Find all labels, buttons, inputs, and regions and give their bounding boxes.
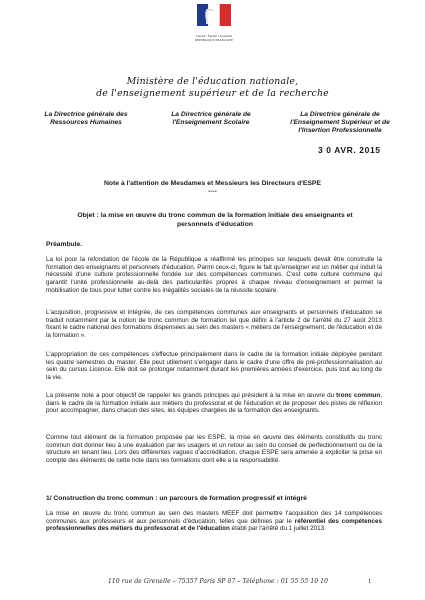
logo-caption bbox=[186, 35, 242, 42]
section-1-bold: référentiel des compétences professionnelles des métiers du professorat et de l'éducation bbox=[46, 517, 383, 533]
paragraph-1: La loi pour la refondation de l'école de la République a réaffirmé les principes sur lesquels devait être construite la formation des enseignants et personnels d'éducation. Parmi ceux-ci, figure le fait qu'enseigner est un métier qui induit la nécessité d'une culture professionnelle fondée sur des compétences communes. C'est cette culture commune qui garantit l'unité professionnelle au-delà des particularités propres à chaque niveau d'enseignement et permet la mobilisation de tous pour lutter contre les inégalités sociales de la réussite scolaire. bbox=[46, 256, 382, 294]
logo-country: RÉPUBLIQUE FRANÇAISE bbox=[194, 37, 234, 42]
section-1-heading: 1/ Construction du tronc commun : un parcours de formation progressif et intégré bbox=[46, 495, 307, 502]
paragraph-5: Comme tout élément de la formation proposée par les ESPE, la mise en œuvre des éléments constitutifs du tronc commun doit donner lieu à une évaluation par les usagers et un retour au sein du conseil de perfectionnement ou de la structure en tenant lieu. Lors des différentes vagues d'accréditation, chaque ESPE sera amenée à expliciter la prise en compte des éléments de cette note dans les formations dont elle a la responsabilité. bbox=[46, 434, 382, 465]
section-1-paragraph bbox=[46, 510, 382, 533]
separator-dashes: ---- bbox=[208, 188, 217, 195]
paragraph-2: L'acquisition, progressive et intégrée, de ces compétences communes aux enseignants et personnels d'éducation se traduit notamment par la notion de tronc commun de formation tel que défini à l'article 2 de l'arrêté du 27 août 2013 fixant le cadre national des formations dispensées au sein des masters « métiers de l'enseignement, de l'éducation et de la formation ». bbox=[46, 309, 382, 340]
preamble-heading: Préambule. bbox=[46, 241, 83, 248]
section-1-end: établi par l'arrêté du 1 juillet 2013. bbox=[229, 525, 326, 533]
paragraph-4-bold: tronc commun bbox=[336, 392, 381, 399]
ministry-name-line2: de l'enseignement supérieur et de la recherche bbox=[96, 88, 329, 99]
logo-motto: Liberté • Égalité • Fraternité bbox=[195, 34, 233, 38]
footer-address: 110 rue de Grenelle – 75357 Paris SP 07 – Téléphone : 01 55 55 10 10 bbox=[108, 578, 329, 585]
direction-superieur: La Directrice générale de l'Enseignement Supérieur et de l'Insertion Professionnelle bbox=[290, 111, 390, 134]
direction-scolaire: La Directrice générale de l'Enseignement Scolaire bbox=[171, 111, 251, 126]
marianne-logo-icon bbox=[197, 4, 231, 35]
subject-line: Objet : la mise en œuvre du tronc commun de la formation initiale des enseignants et personnels d'éducation bbox=[77, 212, 353, 228]
paragraph-4 bbox=[46, 392, 382, 415]
note-addressee: Note à l'attention de Mesdames et Messieurs les Directeurs d'ESPE bbox=[103, 180, 322, 187]
paragraph-3: L'appropriation de ces compétences s'effectue principalement dans le cadre de la formation initiale déployée pendant les quatre semestres du master. Elle peut utilement s'engager dans le cadre d'une offre de pré-professionnalisation au sein du cursus Licence. Elle doit se prolonger notamment durant les premières années d'exercice, puis tout au long de la vie. bbox=[46, 351, 382, 382]
direction-rh: La Directrice générale des Ressources Humaines bbox=[44, 111, 128, 126]
paragraph-4-end: , dans le cadre de la formation initiale aux métiers du professorat et de l'éducation et de proposer des pistes de réflexion pour accompagner, dans chacun des sites, les équipes chargées de la formation des enseignants. bbox=[46, 392, 382, 415]
paragraph-4-start: La présente note a pour objectif de rappeler les grands principes qui président à la mise en œuvre du bbox=[46, 392, 337, 399]
date-stamp: 3 0 AVR. 2015 bbox=[318, 145, 381, 155]
page-number: 1 bbox=[368, 578, 372, 585]
ministry-name-line1: Ministère de l'éducation nationale, bbox=[126, 76, 299, 87]
section-1-start: La mise en œuvre du tronc commun au sein des masters MEEF doit permettre l'acquisition des 14 compétences communes aux professeurs et aux personnels d'éducation, telles que définies par le bbox=[46, 510, 382, 525]
